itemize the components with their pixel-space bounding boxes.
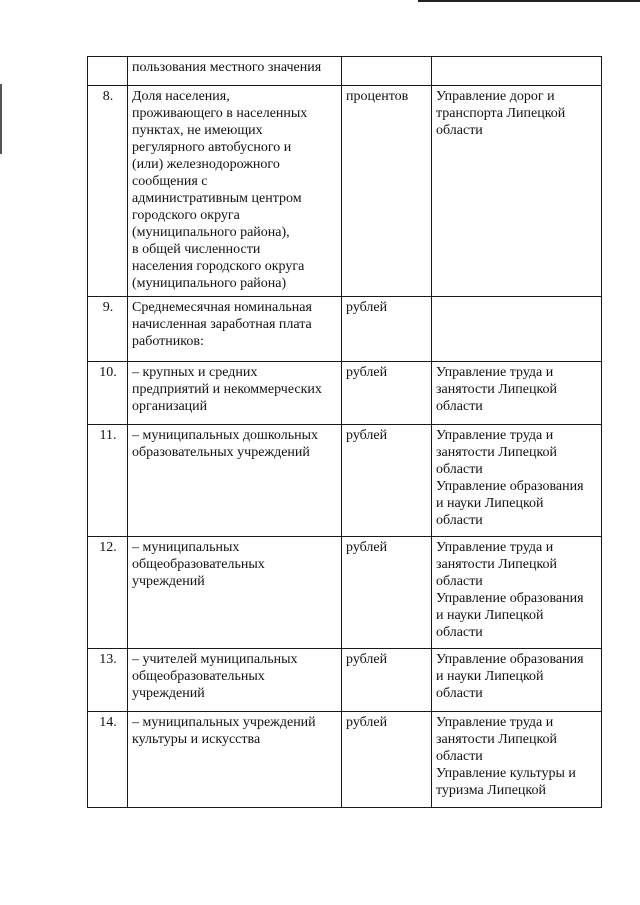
indicators-table	[87, 56, 602, 808]
indicator-name	[128, 86, 342, 297]
indicators-table-body	[88, 57, 602, 808]
data-source	[432, 57, 602, 86]
indicator-name-line: общеобразовательных	[132, 669, 265, 684]
indicator-name-line: регулярного автобусного и	[132, 140, 292, 155]
data-source-line: Управление образования	[436, 652, 584, 667]
row-number: 13.	[88, 649, 128, 712]
data-source-line: области	[436, 462, 483, 477]
indicator-name-line: организаций	[132, 399, 208, 414]
data-source-line: Управление труда и	[436, 428, 554, 443]
table-row	[88, 362, 602, 425]
indicator-name-line: – крупных и средних	[132, 365, 258, 380]
data-source-line: занятости Липецкой	[436, 732, 558, 747]
data-source-line: занятости Липецкой	[436, 445, 558, 460]
indicator-name-line: – муниципальных учреждений	[132, 715, 316, 730]
data-source-line: транспорта Липецкой	[436, 106, 566, 121]
unit-of-measure	[342, 57, 432, 86]
unit-of-measure: рублей	[342, 537, 432, 649]
indicator-name-line: – учителей муниципальных	[132, 652, 298, 667]
indicator-name-line: населения городского округа	[132, 259, 305, 274]
data-source	[432, 425, 602, 537]
indicator-name-line: (муниципального района),	[132, 225, 290, 240]
indicator-name-line: пользования местного значения	[132, 60, 322, 75]
data-source	[432, 649, 602, 712]
data-source-line: и науки Липецкой	[436, 608, 544, 623]
data-source-line: области	[436, 513, 483, 528]
unit-of-measure: рублей	[342, 649, 432, 712]
table-row	[88, 712, 602, 808]
data-source-line: области	[436, 123, 483, 138]
indicator-name-line: Среднемесячная номинальная	[132, 300, 312, 315]
row-number: 9.	[88, 297, 128, 362]
indicator-name	[128, 297, 342, 362]
table-row	[88, 537, 602, 649]
indicator-name-line: (муниципального района)	[132, 276, 287, 291]
data-source-line: Управление дорог и	[436, 89, 555, 104]
data-source-line: и науки Липецкой	[436, 496, 544, 511]
data-source-line: области	[436, 574, 483, 589]
indicator-name	[128, 425, 342, 537]
data-source-line: Управление образования	[436, 479, 584, 494]
row-number: 11.	[88, 425, 128, 537]
indicator-name-line: – муниципальных	[132, 540, 240, 555]
indicator-name-line: начисленная заработная плата	[132, 317, 312, 332]
row-number	[88, 57, 128, 86]
data-source-line: Управление культуры и	[436, 766, 576, 781]
indicator-name-line: Доля населения,	[132, 89, 230, 104]
indicator-name-line: городского округа	[132, 208, 240, 223]
indicator-name	[128, 712, 342, 808]
unit-of-measure: рублей	[342, 712, 432, 808]
indicator-name-line: пунктах, не имеющих	[132, 123, 263, 138]
data-source-line: занятости Липецкой	[436, 557, 558, 572]
indicator-name-line: в общей численности	[132, 242, 261, 257]
indicator-name-line: – муниципальных дошкольных	[132, 428, 319, 443]
indicator-name-line: проживающего в населенных	[132, 106, 308, 121]
row-number: 10.	[88, 362, 128, 425]
indicator-name-line: культуры и искусства	[132, 732, 261, 747]
indicator-name-line: общеобразовательных	[132, 557, 265, 572]
indicator-name-line: (или) железнодорожного	[132, 157, 280, 172]
data-source-line: и науки Липецкой	[436, 669, 544, 684]
unit-of-measure: процентов	[342, 86, 432, 297]
data-source-line: Управление труда и	[436, 715, 554, 730]
table-row	[88, 425, 602, 537]
table-row	[88, 57, 602, 86]
table-row	[88, 649, 602, 712]
indicator-name	[128, 57, 342, 86]
data-source	[432, 297, 602, 362]
indicator-name	[128, 537, 342, 649]
data-source-line: области	[436, 749, 483, 764]
scan-edge-top	[418, 0, 640, 2]
row-number: 8.	[88, 86, 128, 297]
data-source	[432, 712, 602, 808]
row-number: 12.	[88, 537, 128, 649]
indicator-name	[128, 649, 342, 712]
indicator-name-line: сообщения с	[132, 174, 208, 189]
table-row	[88, 86, 602, 297]
indicator-name	[128, 362, 342, 425]
data-source-line: туризма Липецкой	[436, 783, 547, 798]
table-row	[88, 297, 602, 362]
indicator-name-line: административным центром	[132, 191, 302, 206]
indicator-name-line: учреждений	[132, 686, 205, 701]
scan-edge-left	[0, 84, 2, 154]
data-source-line: области	[436, 686, 483, 701]
indicator-name-line: учреждений	[132, 574, 205, 589]
indicator-name-line: образовательных учреждений	[132, 445, 310, 460]
data-source	[432, 86, 602, 297]
unit-of-measure: рублей	[342, 362, 432, 425]
data-source-line: занятости Липецкой	[436, 382, 558, 397]
row-number: 14.	[88, 712, 128, 808]
data-source-line: области	[436, 625, 483, 640]
data-source-line: Управление труда и	[436, 540, 554, 555]
indicator-name-line: предприятий и некоммерческих	[132, 382, 322, 397]
data-source-line: Управление труда и	[436, 365, 554, 380]
data-source	[432, 362, 602, 425]
unit-of-measure: рублей	[342, 425, 432, 537]
unit-of-measure: рублей	[342, 297, 432, 362]
data-source-line: Управление образования	[436, 591, 584, 606]
indicator-name-line: работников:	[132, 334, 204, 349]
data-source	[432, 537, 602, 649]
data-source-line: области	[436, 399, 483, 414]
